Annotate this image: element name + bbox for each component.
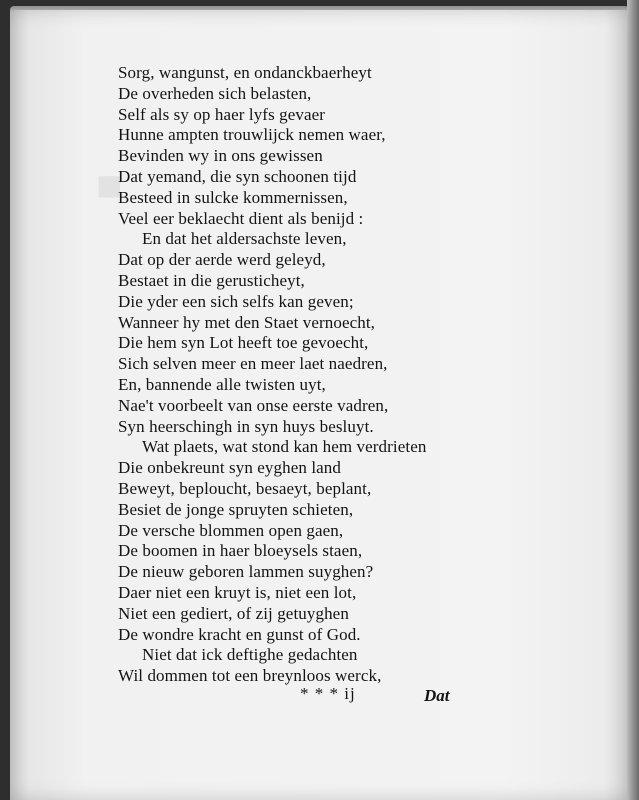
poem-text xyxy=(118,63,538,687)
poem-line: En, bannende alle twisten uyt, xyxy=(118,374,326,394)
poem-line: Wil dommen tot een breynloos werck, xyxy=(118,666,382,686)
poem-line: Dat op der aerde werd geleyd, xyxy=(118,250,326,270)
poem-line: Niet dat ick deftighe gedachten xyxy=(142,645,358,665)
poem-line: Beweyt, beploucht, besaeyt, beplant, xyxy=(118,478,372,498)
poem-line: Dat yemand, die syn schoonen tijd xyxy=(118,166,357,186)
bleed-through-initial: ■ xyxy=(96,161,123,210)
poem-line: En dat het aldersachste leven, xyxy=(142,229,347,249)
poem-line: Die onbekreunt syn eyghen land xyxy=(118,458,341,478)
poem-line: De overheden sich belasten, xyxy=(118,83,312,103)
poem-line: De wondre kracht en gunst of God. xyxy=(118,624,361,644)
poem-line: Niet een gediert, of zij getuyghen xyxy=(118,603,349,623)
poem-line: Wat plaets, wat stond kan hem verdrieten xyxy=(142,437,427,457)
poem-line: Sorg, wangunst, en ondanckbaerheyt xyxy=(118,63,372,82)
poem-line: De nieuw geboren lammen suyghen? xyxy=(118,562,374,582)
book-right-edge xyxy=(627,0,639,800)
poem-line: Daer niet een kruyt is, niet een lot, xyxy=(118,582,357,602)
catchword: Dat xyxy=(424,686,450,705)
poem-line: Besteed in sulcke kommernissen, xyxy=(118,187,348,207)
poem-line: Besiet de jonge spruyten schieten, xyxy=(118,499,354,519)
poem-line: De boomen in haer bloeysels staen, xyxy=(118,541,363,561)
poem-line: Die yder een sich selfs kan geven; xyxy=(118,291,354,311)
poem-line: Hunne ampten trouwlijck nemen waer, xyxy=(118,125,386,145)
poem-line: Sich selven meer en meer laet naedren, xyxy=(118,354,388,374)
poem-line: Self als sy op haer lyfs gevaer xyxy=(118,104,326,124)
poem-line: Die hem syn Lot heeft toe gevoecht, xyxy=(118,333,369,353)
poem-line: Nae't voorbeelt van onse eerste vadren, xyxy=(118,395,389,415)
poem-line: Bevinden wy in ons gewissen xyxy=(118,146,323,166)
poem-line: De versche blommen open gaen, xyxy=(118,520,344,540)
poem-line: Wanneer hy met den Staet vernoecht, xyxy=(118,312,376,332)
poem-line: Veel eer beklaecht dient als benijd : xyxy=(118,208,364,228)
poem-line: Syn heerschingh in syn huys besluyt. xyxy=(118,416,374,436)
poem-line: Bestaet in die gerusticheyt, xyxy=(118,270,305,290)
printer-signature-mark: * * * ij xyxy=(300,684,356,703)
